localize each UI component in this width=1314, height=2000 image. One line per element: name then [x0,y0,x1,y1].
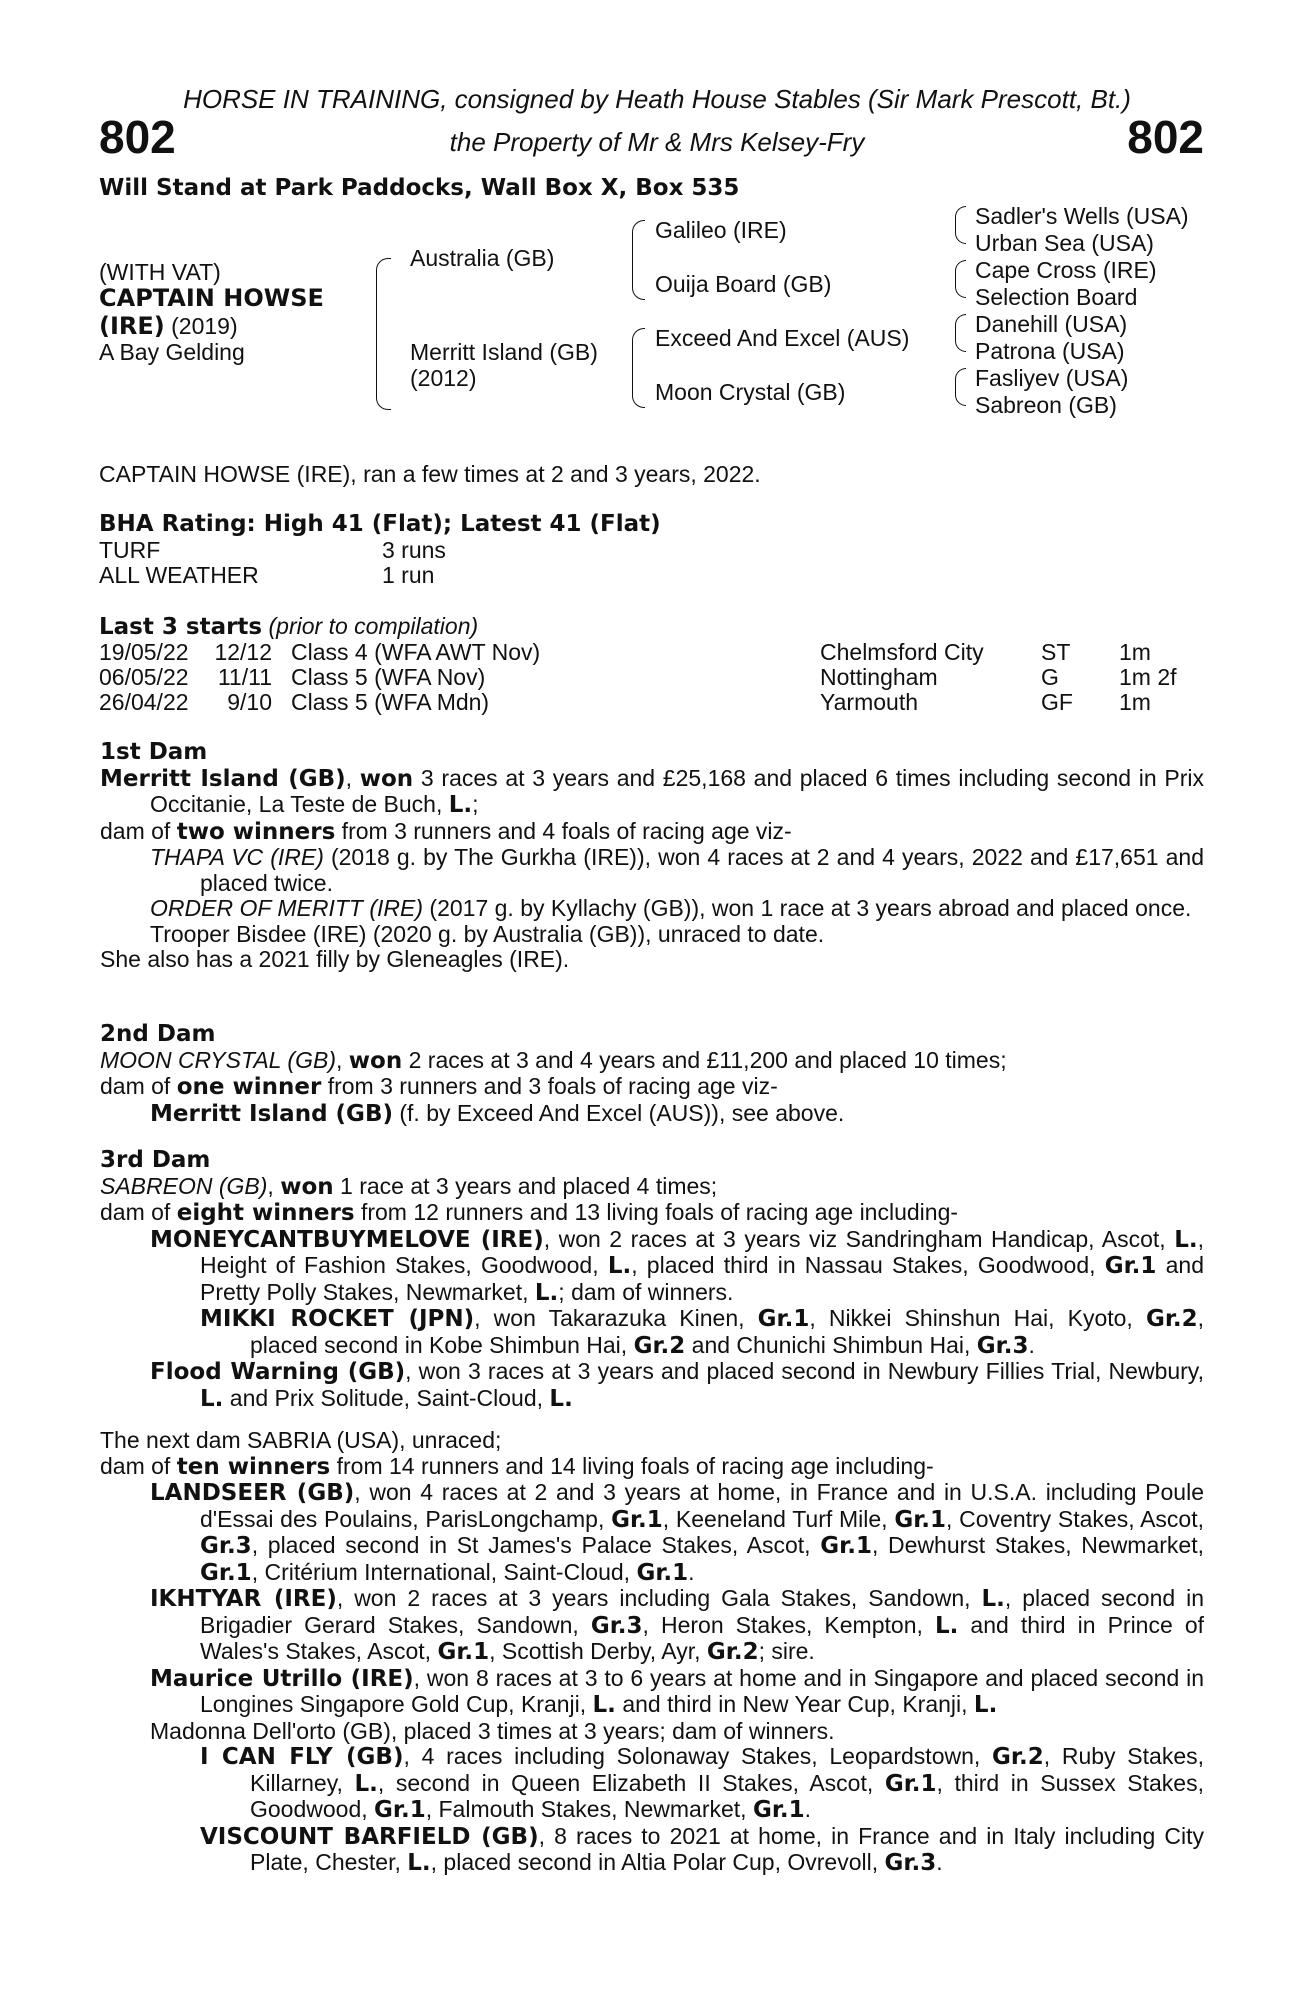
first-dam-text-end: ; [472,791,479,817]
second-dam-record: MOON CRYSTAL (GB), won 2 races at 3 and 4 years and £11,200 and placed 10 times; [100,1046,1007,1074]
first-dam-produce-4: She also has a 2021 filly by Gleneagles (IRE). [100,946,570,972]
start-row-date: 19/05/22 [99,639,189,665]
start-row-race: Class 4 (WFA AWT Nov) [291,639,541,665]
pedigree-dam-dam: Moon Crystal (GB) [655,379,846,405]
start-row-going: GF [1041,689,1073,715]
pedigree-g4: Selection Board [975,284,1138,310]
dam-of-rest: from 12 runners and 13 living foals of racing age including- [354,1199,959,1225]
produce-name: THAPA VC (IRE) [150,844,324,870]
pedigree-brace-g1 [955,206,966,244]
second-dam-text: 2 races at 3 and 4 years and £11,200 and placed 10 times; [402,1046,1007,1073]
start-row-pos: 9/10 [227,689,272,715]
produce-text: (2018 g. by The Gurkha (IRE)), won 4 races at 2 and 4 years, 2022 and £17,651 and placed twice. [200,844,1204,896]
second-dam-won: won [348,1047,403,1074]
dam-of-rest: from 3 runners and 4 foals of racing age viz- [335,817,792,844]
start-row-distance: 1m [1119,639,1151,665]
pedigree-g6: Patrona (USA) [975,338,1125,364]
third-dam-record: SABREON (GB), won 1 race at 3 years and placed 4 times; [100,1172,718,1200]
produce-name: VISCOUNT BARFIELD (GB) [200,1823,539,1850]
second-dam-heading: 2nd Dam [100,1021,216,1047]
first-dam-record: Merritt Island (GB), won 3 races at 3 years and £25,168 and placed 6 times including second in Prix Occitanie, La Teste de Buch, L.; [100,764,1205,818]
start-row-course: Nottingham [820,664,938,690]
produce-name: LANDSEER (GB) [150,1480,355,1506]
third-dam-section [100,1148,1204,1412]
produce-name: Flood Warning (GB) [150,1359,406,1385]
pedigree-g5: Danehill (USA) [975,311,1128,337]
produce-name: MONEYCANTBUYMELOVE (IRE) [150,1226,544,1253]
produce-name: Maurice Utrillo (IRE) [150,1665,414,1692]
property-line: the Property of Mr & Mrs Kelsey-Fry [449,127,865,157]
produce-name: MIKKI ROCKET (JPN) [200,1306,475,1332]
first-dam-section [100,740,1204,973]
start-row-going: ST [1041,639,1071,665]
pedigree-brace-g2 [955,260,966,298]
dam-of-rest: from 3 runners and 3 foals of racing age viz- [321,1073,778,1099]
first-dam-produce-2 [100,896,1204,922]
third-dam-text: 1 race at 3 years and placed 4 times; [333,1172,718,1199]
next-dam-produce-4: Madonna Dell'orto (GB), placed 3 times at 3 years; dam of winners. [150,1717,835,1744]
lot-number-left: 802 [99,111,176,163]
next-dam-winners: ten winners [176,1453,331,1480]
horse-year: (2019) [171,313,238,339]
third-dam-heading: 3rd Dam [100,1147,211,1173]
start-row-race: Class 5 (WFA Mdn) [291,689,490,715]
stand-location: Will Stand at Park Paddocks, Wall Box X, Box 535 [99,175,740,201]
start-row-pos: 11/11 [217,664,272,690]
first-dam-winners: two winners [176,818,336,845]
dam-of-label: dam of [100,1073,177,1099]
pedigree-g2: Urban Sea (USA) [975,230,1154,256]
horse-name: CAPTAIN HOWSE [99,284,324,312]
next-dam-record: The next dam SABRIA (USA), unraced; [100,1427,502,1453]
second-dam-produce-intro [100,1074,1204,1101]
produce-name: IKHTYAR (IRE) [150,1586,337,1612]
pedigree-dam-year: (2012) [410,365,477,391]
rating-aw-value: 1 run [382,562,435,588]
start-row-pos: 12/12 [214,639,272,665]
horse-name-suffix-line [99,314,238,340]
pedigree-brace-g3 [955,314,966,352]
dam-of-label: dam of [100,1452,177,1479]
start-row-race: Class 5 (WFA Nov) [291,664,486,690]
third-dam-winners: eight winners [176,1200,355,1226]
next-dam-produce-5: I CAN FLY (GB), 4 races including Solonaway Stakes, Leopardstown, Gr.2, Ruby Stakes, Killarney, L., second in Queen Elizabeth II Stakes, Ascot, Gr.1, third in Sussex Stakes, Goodwood, Gr.1, Falmouth Stakes, Newmarket, Gr.1. [200,1743,1205,1823]
rating-title: BHA Rating: High 41 (Flat); Latest 41 (Flat) [99,511,661,537]
pedigree-dam-sire: Exceed And Excel (AUS) [655,325,910,351]
rating-aw-label: ALL WEATHER [99,562,259,588]
first-dam-produce-3: Trooper Bisdee (IRE) (2020 g. by Australia (GB)), unraced to date. [150,920,825,947]
produce-name: ORDER OF MERITT (IRE) [150,895,424,921]
start-row-course: Yarmouth [820,689,919,715]
next-dam-produce-2: IKHTYAR (IRE), won 2 races at 3 years including Gala Stakes, Sandown, L., placed second in Brigadier Gerard Stakes, Sandown, Gr.3, Heron Stakes, Kempton, L. and third in Prince of Wales's Stakes, Ascot, Gr.1, Scottish Derby, Ayr, Gr.2; sire. [150,1585,1205,1665]
pedigree-sire: Australia (GB) [410,245,555,271]
rating-turf-label: TURF [99,537,161,563]
start-row-going: G [1041,664,1059,690]
rating-turf-value: 3 runs [382,537,446,563]
race-summary: CAPTAIN HOWSE (IRE), ran a few times at 2 and 3 years, 2022. [99,461,761,487]
third-dam-produce-2: MIKKI ROCKET (JPN), won Takarazuka Kinen, Gr.1, Nikkei Shinshun Hai, Kyoto, Gr.2, placed second in Kobe Shimbun Hai, Gr.2 and Chunichi Shimbun Hai, Gr.3. [200,1305,1205,1359]
first-dam-produce-1 [100,845,1204,896]
second-dam-produce-1 [100,1101,1204,1128]
dam-of-label: dam of [100,817,177,844]
pedigree-sire-sire: Galileo (IRE) [655,217,787,243]
second-dam-section [100,1022,1204,1127]
third-dam-produce-1: MONEYCANTBUYMELOVE (IRE), won 2 races at 3 years viz Sandringham Handicap, Ascot, L., Height of Fashion Stakes, Goodwood, L., placed third in Nassau Stakes, Goodwood, Gr.1 and Pretty Polly Stakes, Newmarket, L.; dam of winners. [150,1225,1204,1306]
second-dam-name: MOON CRYSTAL (GB) [100,1046,336,1073]
second-dam-winners: one winner [176,1074,322,1100]
pedigree-g3: Cape Cross (IRE) [975,257,1157,283]
next-dam-produce-3: Maurice Utrillo (IRE), won 8 races at 3 to 6 years at home and in Singapore and placed second in Longines Singapore Gold Cup, Kranji, L. and third in New Year Cup, Kranji, L. [150,1664,1204,1718]
first-dam-heading: 1st Dam [100,739,208,765]
next-dam-produce-1: LANDSEER (GB), won 4 races at 2 and 3 years at home, in France and in U.S.A. including Poule d'Essai des Poulains, ParisLongchamp, Gr.1, Keeneland Turf Mile, Gr.1, Coventry Stakes, Ascot, Gr.3, placed second in St James's Palace Stakes, Ascot, Gr.1, Dewhurst Stakes, Newmarket, Gr.1, Critérium International, Saint-Cloud, Gr.1. [150,1479,1204,1586]
produce-name: Merritt Island (GB) [150,1100,393,1127]
pedigree-g8: Sabreon (GB) [975,392,1117,418]
pedigree-dam: Merritt Island (GB) [410,339,598,365]
third-dam-won: won [280,1173,334,1200]
first-dam-produce-intro [100,819,1204,846]
starts-heading [99,614,478,641]
pedigree-brace-g4 [955,368,966,406]
pedigree-g1: Sadler's Wells (USA) [975,203,1189,229]
first-dam-text: 3 races at 3 years and £25,168 and placed 6 times including second in Prix Occitanie, La Teste de Buch, [150,764,1205,817]
first-dam-listed: L. [448,792,473,818]
third-dam-name: SABREON (GB) [100,1172,268,1199]
third-dam-produce-intro [100,1200,1204,1227]
next-dam-section [100,1428,1204,1877]
start-row-date: 26/04/22 [99,689,189,715]
produce-name: I CAN FLY (GB) [200,1744,404,1770]
pedigree-sire-dam: Ouija Board (GB) [655,271,832,297]
vat-note: (WITH VAT) [99,259,221,285]
pedigree-brace-dam [632,328,645,408]
first-dam-name: Merritt Island (GB) [100,765,346,792]
third-dam-produce-3: Flood Warning (GB), won 3 races at 3 years and placed second in Newbury Fillies Trial, Newbury, L. and Prix Solitude, Saint-Cloud, L. [150,1358,1204,1412]
next-dam-produce-6: VISCOUNT BARFIELD (GB), 8 races to 2021 at home, in France and in Italy including City Plate, Chester, L., placed second in Altia Polar Cup, Ovrevoll, Gr.3. [200,1822,1204,1876]
horse-country: (IRE) [99,312,165,340]
pedigree-brace-main [376,258,391,410]
dam-of-label: dam of [100,1199,177,1225]
start-row-distance: 1m 2f [1119,664,1177,690]
start-row-distance: 1m [1119,689,1151,715]
pedigree-brace-sire [632,220,645,300]
start-row-course: Chelmsford City [820,639,984,665]
starts-note: (prior to compilation) [268,613,479,639]
starts-title: Last 3 starts [99,614,263,640]
pedigree-g7: Fasliyev (USA) [975,365,1129,391]
consignor-line: HORSE IN TRAINING, consigned by Heath House Stables (Sir Mark Prescott, Bt.) [183,84,1131,114]
first-dam-won: won [359,765,414,792]
produce-text: (f. by Exceed And Excel (AUS)), see above. [392,1099,845,1126]
next-dam-produce-intro [100,1454,1204,1481]
horse-description: A Bay Gelding [99,339,245,365]
lot-number-right: 802 [1127,111,1204,163]
dam-of-rest: from 14 runners and 14 living foals of racing age including- [330,1452,934,1479]
produce-text: (2017 g. by Kyllachy (GB)), won 1 race at 3 years abroad and placed once. [423,895,1192,921]
start-row-date: 06/05/22 [99,664,189,690]
